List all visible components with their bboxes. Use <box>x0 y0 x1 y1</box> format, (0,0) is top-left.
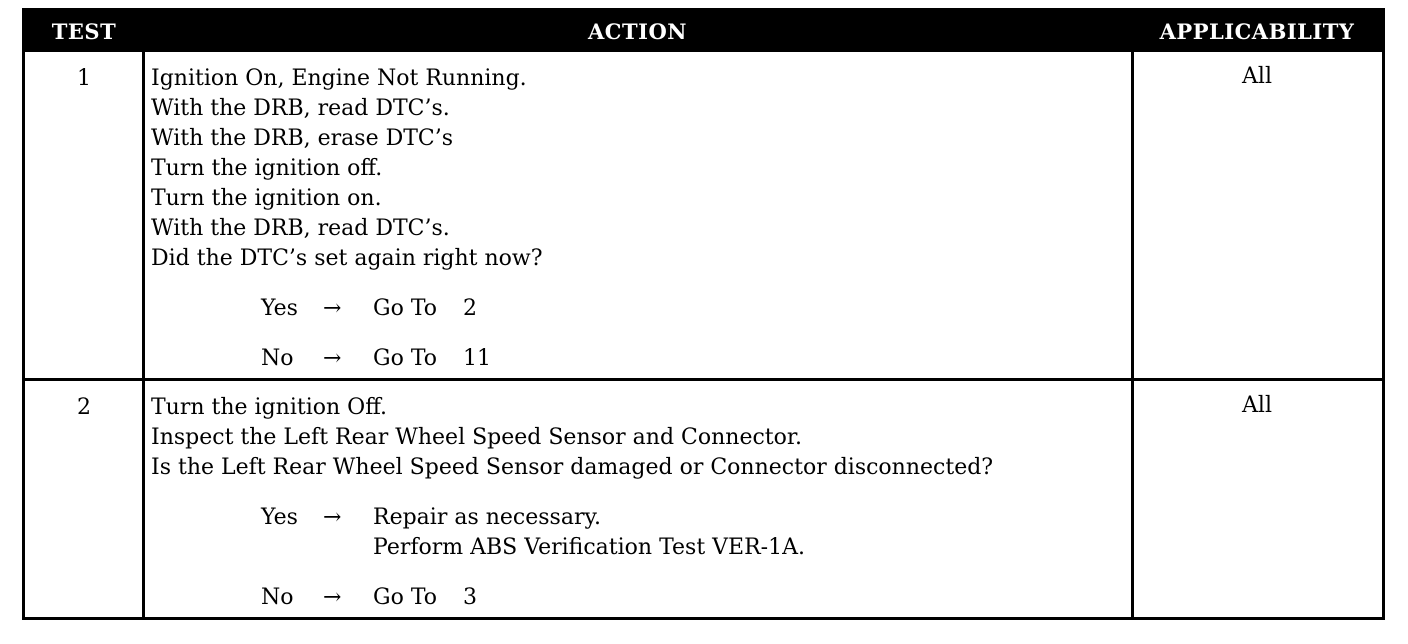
branch-label: Yes <box>261 296 298 321</box>
action-line: Turn the ignition Off. <box>151 395 388 420</box>
branch-result-continued: Perform ABS Verification Test VER-1A. <box>373 535 805 560</box>
action-line: Turn the ignition on. <box>151 186 382 211</box>
arrow-icon: → <box>323 296 342 321</box>
branch-target: 3 <box>463 585 477 610</box>
arrow-icon: → <box>323 505 342 530</box>
test-number: 1 <box>77 66 91 91</box>
arrow-icon: → <box>323 346 342 371</box>
header-test: TEST <box>51 19 117 44</box>
action-line: Turn the ignition off. <box>151 156 383 181</box>
action-line: Ignition On, Engine Not Running. <box>151 66 527 91</box>
arrow-icon: → <box>323 585 342 610</box>
header-action: ACTION <box>588 19 687 44</box>
table-header <box>25 11 1382 52</box>
table-row <box>25 381 1382 617</box>
branch-result: Repair as necessary. <box>373 505 601 530</box>
action-line: Inspect the Left Rear Wheel Speed Sensor and Connector. <box>151 425 802 450</box>
action-line: With the DRB, read DTC’s. <box>151 96 450 121</box>
diagnostic-test-table <box>22 8 1385 620</box>
table-row <box>25 52 1382 378</box>
branch-target: 11 <box>463 346 491 371</box>
action-cell <box>151 64 1126 374</box>
branch-result: Go To <box>373 585 438 610</box>
branch-result: Go To <box>373 346 438 371</box>
branch-no <box>261 344 1126 374</box>
action-line: With the DRB, erase DTC’s <box>151 126 454 151</box>
branch-no <box>261 583 1126 613</box>
test-number: 2 <box>77 395 91 420</box>
action-line: Is the Left Rear Wheel Speed Sensor damaged or Connector disconnected? <box>151 455 994 480</box>
branch-yes <box>261 294 1126 324</box>
branch-yes <box>261 503 1126 533</box>
header-applicability: APPLICABILITY <box>1159 19 1355 44</box>
action-cell <box>151 393 1126 613</box>
branch-result: Go To <box>373 296 438 321</box>
action-line: Did the DTC’s set again right now? <box>151 246 543 271</box>
branch-label: No <box>261 585 294 610</box>
applicability-value: All <box>1242 64 1272 89</box>
branch-label: No <box>261 346 294 371</box>
branch-target: 2 <box>463 296 477 321</box>
applicability-value: All <box>1242 393 1272 418</box>
branch-label: Yes <box>261 505 298 530</box>
action-line: With the DRB, read DTC’s. <box>151 216 450 241</box>
